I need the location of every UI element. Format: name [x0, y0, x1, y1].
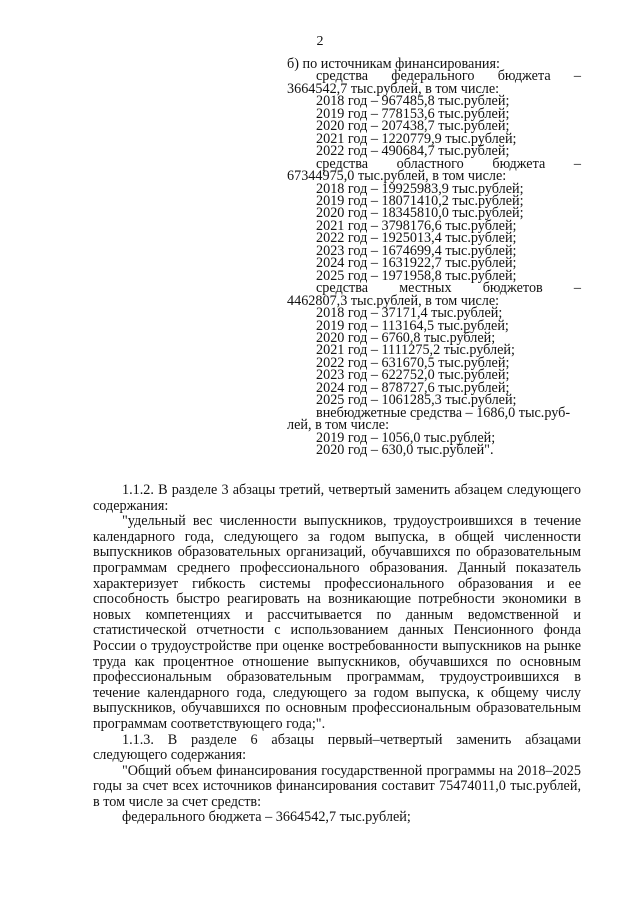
regional-year-line: 2020 год – 18345810,0 тыс.рублей;: [316, 205, 524, 222]
local-year-line: 2024 год – 878727,6 тыс.рублей;: [316, 379, 510, 396]
paragraph-1-1-2: 1.1.2. В разделе 3 абзацы третий, четвертый заменить абзацем следующего содержания:: [93, 482, 581, 514]
federal-year-line: 2022 год – 490684,7 тыс.рублей;: [316, 143, 510, 160]
local-total: 4462807,3 тыс.рублей, в том числе:: [287, 292, 500, 309]
local-label: средства местных бюджетов –: [316, 280, 581, 297]
local-year-line: 2018 год – 37171,4 тыс.рублей;: [316, 305, 503, 322]
quoted-indicator-paragraph: "удельный вес численности выпускников, трудоустроившихся в течение календарного года, следующего за годом выпуска, в общей численности выпускников образовательных организаций, обучавшихся по образовательным программам среднего профессионального образования. Данный показатель характеризует гибкость системы профессионального образования и ее способность быстро реагировать на возникающие потребности экономики в новых компетенциях и рассчитывается по данным ведомственной и статистической отчетности с использованием данных Пенсионного фонда России о трудоустройстве при оценке востребованности выпускников на рынке труда как процентное отношение выпускников, обучавшихся по основным профессиональным образовательным программам, трудоустроившихся в течение календарного года, следующего за годом выпуска, к общему числу выпускников, обучавшихся по основным профессиональным образовательным программам соответствующего года;".: [93, 513, 581, 732]
local-year-line: 2019 год – 113164,5 тыс.рублей;: [316, 317, 509, 334]
federal-label: средства федерального бюджета –: [316, 68, 581, 85]
federal-budget-line: федерального бюджета – 3664542,7 тыс.рублей;: [122, 809, 411, 826]
local-year-line: 2020 год – 6760,8 тыс.рублей;: [316, 329, 496, 346]
amendment-text: [93, 483, 581, 826]
regional-year-line: 2022 год – 1925013,4 тыс.рублей;: [316, 230, 517, 247]
regional-year-line: 2024 год – 1631922,7 тыс.рублей;: [316, 255, 517, 272]
local-year-line: 2025 год – 1061285,3 тыс.рублей;: [316, 392, 517, 409]
regional-year-line: 2021 год – 3798176,6 тыс.рублей;: [316, 217, 517, 234]
federal-year-line: 2019 год – 778153,6 тыс.рублей;: [316, 105, 510, 122]
federal-year-line: 2020 год – 207438,7 тыс.рублей;: [316, 118, 510, 135]
regional-year-line: 2019 год – 18071410,2 тыс.рублей;: [316, 192, 524, 209]
funding-sources-block: [287, 58, 581, 457]
extrabudgetary-label: внебюджетные средства – 1686,0 тыс.руб-: [316, 404, 571, 421]
federal-year-line: 2018 год – 967485,8 тыс.рублей;: [316, 93, 510, 110]
regional-total: 67344975,0 тыс.рублей, в том числе:: [287, 168, 507, 185]
local-year-line: 2021 год – 1111275,2 тыс.рублей;: [316, 342, 515, 359]
extrabudgetary-total: лей, в том числе:: [287, 417, 390, 434]
local-year-line: 2022 год – 631670,5 тыс.рублей;: [316, 354, 510, 371]
regional-year-line: 2025 год – 1971958,8 тыс.рублей;: [316, 267, 517, 284]
quoted-financing-paragraph: "Общий объем финансирования государственной программы на 2018–2025 годы за счет всех источников финансирования составит 75474011,0 тыс.рублей, в том числе за счет средств:: [93, 762, 581, 810]
local-year-line: 2023 год – 622752,0 тыс.рублей;: [316, 367, 510, 384]
regional-year-line: 2018 год – 19925983,9 тыс.рублей;: [316, 180, 524, 197]
funding-heading: б) по источникам финансирования:: [287, 56, 500, 72]
paragraph-1-1-3: 1.1.3. В разделе 6 абзацы первый–четвертый заменить абзацами следующего содержания:: [93, 731, 581, 764]
extrabudgetary-year-line: 2019 год – 1056,0 тыс.рублей;: [316, 429, 496, 446]
federal-year-line: 2021 год – 1220779,9 тыс.рублей;: [316, 130, 517, 147]
regional-year-line: 2023 год – 1674699,4 тыс.рублей;: [316, 242, 517, 259]
regional-label: средства областного бюджета –: [316, 155, 581, 172]
federal-total: 3664542,7 тыс.рублей, в том числе:: [287, 80, 500, 97]
page-number: 2: [316, 34, 324, 49]
extrabudgetary-year-line: 2020 год – 630,0 тыс.рублей".: [316, 442, 494, 459]
